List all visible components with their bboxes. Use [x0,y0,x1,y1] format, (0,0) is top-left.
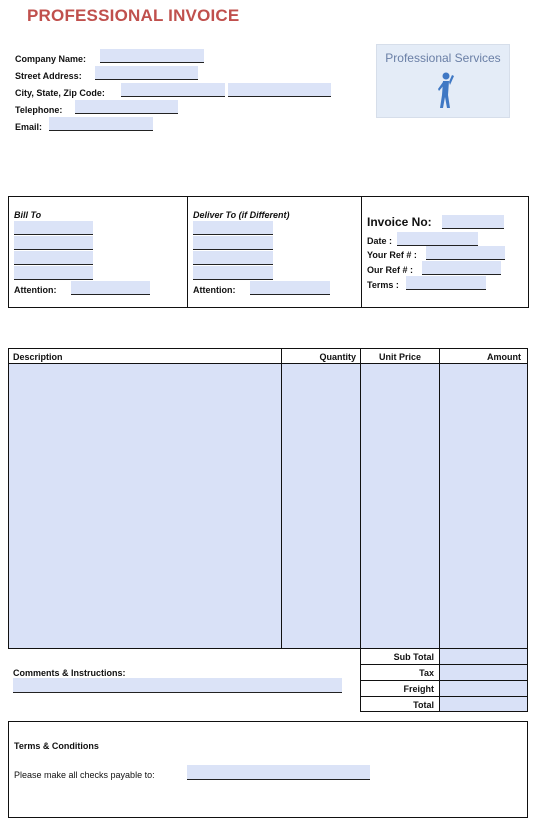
person-icon [432,71,456,111]
telephone-field[interactable] [75,100,178,114]
bill-to-attention-field[interactable] [71,281,150,295]
street-address-label: Street Address: [15,71,82,81]
street-address-field[interactable] [95,66,198,80]
header-amount: Amount [487,352,521,362]
terms-field[interactable] [406,276,486,290]
company-logo [376,44,510,118]
terms-heading: Terms & Conditions [14,741,99,751]
comments-label: Comments & Instructions: [13,668,126,678]
deliver-to-heading: Deliver To (if Different) [193,210,290,220]
email-field[interactable] [49,117,153,131]
col-divider-2 [360,348,361,649]
address-divider-2 [361,196,362,308]
deliver-to-attention-field[interactable] [250,281,330,295]
company-name-field[interactable] [100,49,204,63]
terms-label: Terms : [367,280,399,290]
date-field[interactable] [397,232,478,246]
bill-to-line-2[interactable] [14,236,93,250]
checks-payable-field[interactable] [187,765,370,780]
checks-payable-label: Please make all checks payable to: [14,770,155,780]
tax-label: Tax [419,668,434,678]
your-ref-label: Your Ref # : [367,250,417,260]
invoice-no-field[interactable] [442,215,504,229]
telephone-label: Telephone: [15,105,63,115]
freight-label: Freight [403,684,434,694]
invoice-title: PROFESSIONAL INVOICE [27,6,240,25]
comments-field[interactable] [13,678,342,693]
deliver-to-attention-label: Attention: [193,285,236,295]
deliver-to-line-4[interactable] [193,266,273,280]
sub-total-label: Sub Total [393,652,434,662]
zip-code-field[interactable] [228,83,331,97]
city-state-field[interactable] [121,83,225,97]
bill-to-heading: Bill To [14,210,42,220]
our-ref-label: Our Ref # : [367,265,414,275]
our-ref-field[interactable] [422,261,501,275]
header-quantity: Quantity [319,352,356,362]
bill-to-line-4[interactable] [14,266,93,280]
company-name-label: Company Name: [15,54,87,64]
invoice-no-label: Invoice No: [367,215,432,229]
col-divider-1 [281,348,282,649]
bill-to-line-3[interactable] [14,251,93,265]
col-divider-3 [439,348,440,649]
email-label: Email: [15,122,43,132]
address-divider-1 [187,196,188,308]
table-border [8,348,528,649]
deliver-to-line-3[interactable] [193,251,273,265]
logo-text: Professional Services [385,51,501,65]
totals-row-line-2 [360,680,528,681]
your-ref-field[interactable] [426,246,505,260]
header-divider [8,363,528,364]
header-description: Description [13,352,63,362]
bill-to-line-1[interactable] [14,221,93,235]
totals-row-line-1 [360,664,528,665]
header-unit-price: Unit Price [378,352,421,362]
deliver-to-line-2[interactable] [193,236,273,250]
totals-row-line-3 [360,696,528,697]
total-label: Total [413,700,434,710]
date-label: Date : [367,236,393,246]
deliver-to-line-1[interactable] [193,221,273,235]
bill-to-attention-label: Attention: [14,285,57,295]
city-state-zip-label: City, State, Zip Code: [15,88,105,98]
